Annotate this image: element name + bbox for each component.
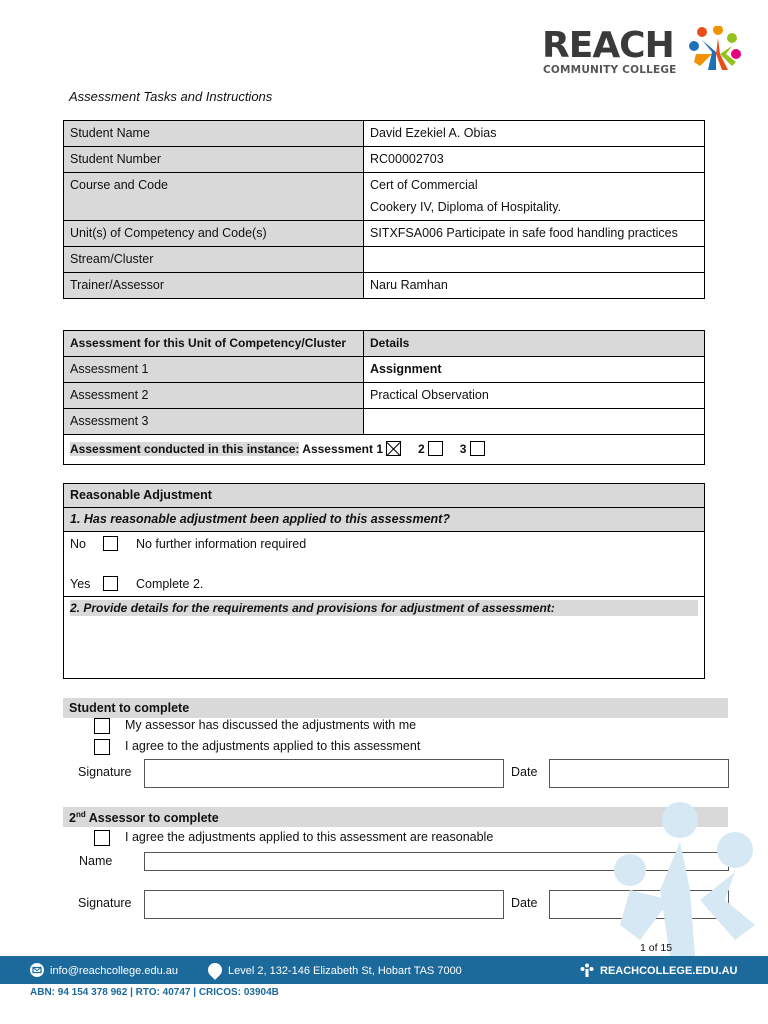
assessment-header-left: Assessment for this Unit of Competency/Cluster xyxy=(64,331,364,357)
assessment-2-label: Assessment 2 xyxy=(64,383,364,409)
assessment-2-checkbox[interactable] xyxy=(428,441,443,456)
student-check-1-label: My assessor has discussed the adjustments with me xyxy=(125,718,417,732)
assessor-check-1-label: I agree the adjustments applied to this assessment are reasonable xyxy=(125,830,494,844)
page-number: 1 of 15 xyxy=(640,942,673,954)
stream-cluster-value[interactable] xyxy=(364,247,705,273)
footer-website[interactable] xyxy=(580,963,738,977)
logo-figures-icon xyxy=(688,26,742,76)
assessor-title-pre: 2 xyxy=(69,811,76,826)
adjustment-no-label: No xyxy=(70,537,86,551)
footer-email-text: info@reachcollege.edu.au xyxy=(50,965,178,977)
assessment-1-label: Assessment 1 xyxy=(64,357,364,383)
adjustment-no-text: No further information required xyxy=(135,537,307,551)
location-pin-icon xyxy=(205,960,225,980)
assessor-signature-field[interactable] xyxy=(144,890,504,919)
assessment-2-value[interactable]: Practical Observation xyxy=(364,383,705,409)
adjustment-question-1: 1. Has reasonable adjustment been applied to this assessment? xyxy=(64,508,704,532)
watermark-logo-icon xyxy=(560,780,768,956)
stream-cluster-label: Stream/Cluster xyxy=(64,247,364,273)
adjustment-yes-row xyxy=(70,576,203,591)
assessment-instance-a1: Assessment 1 xyxy=(302,442,383,456)
adjustment-yes-label: Yes xyxy=(70,577,91,591)
table-row xyxy=(64,121,705,147)
assessor-name-label: Name xyxy=(79,854,113,868)
assessment-instance-a2: 2 xyxy=(418,442,425,456)
assessor-check-1-checkbox[interactable] xyxy=(94,830,110,846)
assessment-1-checkbox[interactable] xyxy=(386,441,401,456)
divider xyxy=(64,596,704,597)
course-line-1: Cert of Commercial xyxy=(370,178,478,192)
assessment-instance-a3: 3 xyxy=(459,442,467,456)
student-number-value[interactable]: RC00002703 xyxy=(364,147,705,173)
student-date-label: Date xyxy=(511,765,538,779)
email-icon xyxy=(30,963,44,977)
student-check-2-label: I agree to the adjustments applied to this assessment xyxy=(125,739,421,753)
student-name-label: Student Name xyxy=(64,121,364,147)
course-line-2: Cookery IV, Diploma of Hospitality. xyxy=(370,200,562,214)
assessment-instance-label: Assessment conducted in this instance: xyxy=(70,442,300,456)
logo-wordmark: REACH xyxy=(542,25,674,66)
table-row xyxy=(64,409,705,435)
adjustment-no-checkbox[interactable] xyxy=(103,536,118,551)
course-code-value[interactable] xyxy=(364,173,705,221)
table-header-row xyxy=(64,331,705,357)
trainer-assessor-value[interactable]: Naru Ramhan xyxy=(364,273,705,299)
assessment-table xyxy=(63,330,705,465)
footer-abn: ABN: 94 154 378 962 | RTO: 40747 | CRICOS: 03904B xyxy=(30,987,279,998)
student-number-label: Student Number xyxy=(64,147,364,173)
table-row xyxy=(64,435,705,465)
reach-logo xyxy=(542,26,742,80)
assessment-3-value[interactable] xyxy=(364,409,705,435)
assessment-instance-row xyxy=(64,435,705,465)
footer-address-text: Level 2, 132-146 Elizabeth St, Hobart TAS 7000 xyxy=(228,965,462,977)
footer-website-text: REACHCOLLEGE.EDU.AU xyxy=(600,965,738,977)
reasonable-adjustment-title: Reasonable Adjustment xyxy=(64,484,704,508)
adjustment-question-2: 2. Provide details for the requirements and provisions for adjustment of assessment: xyxy=(70,600,698,616)
reasonable-adjustment-box xyxy=(63,483,705,679)
footer-bar xyxy=(0,956,768,984)
student-signature-label: Signature xyxy=(78,765,132,779)
website-icon xyxy=(580,963,594,977)
assessor-signature-label: Signature xyxy=(78,896,132,910)
assessor-title-sup: nd xyxy=(75,810,86,819)
logo-subtitle: COMMUNITY COLLEGE xyxy=(543,64,677,76)
assessment-header-right: Details xyxy=(364,331,705,357)
assessment-3-label: Assessment 3 xyxy=(64,409,364,435)
table-row xyxy=(64,173,705,221)
unit-competency-value[interactable]: SITXFSA006 Participate in safe food handling practices xyxy=(364,221,705,247)
student-check-2-checkbox[interactable] xyxy=(94,739,110,755)
table-row xyxy=(64,221,705,247)
assessor-title-post: Assessor to complete xyxy=(85,811,219,826)
footer-email[interactable] xyxy=(30,963,178,977)
table-row xyxy=(64,147,705,173)
assessment-3-checkbox[interactable] xyxy=(470,441,485,456)
table-row xyxy=(64,383,705,409)
page-heading: Assessment Tasks and Instructions xyxy=(69,89,273,104)
student-signature-field[interactable] xyxy=(144,759,504,788)
trainer-assessor-label: Trainer/Assessor xyxy=(64,273,364,299)
unit-competency-label: Unit(s) of Competency and Code(s) xyxy=(64,221,364,247)
adjustment-details-field[interactable] xyxy=(70,620,698,674)
assessment-1-value[interactable]: Assignment xyxy=(364,357,705,383)
student-section-title: Student to complete xyxy=(63,698,728,718)
footer-address xyxy=(208,963,462,977)
adjustment-yes-text: Complete 2. xyxy=(135,577,204,591)
student-info-table xyxy=(63,120,705,299)
adjustment-yes-checkbox[interactable] xyxy=(103,576,118,591)
adjustment-no-row xyxy=(70,536,306,551)
course-code-label: Course and Code xyxy=(64,173,364,221)
student-name-value[interactable]: David Ezekiel A. Obias xyxy=(364,121,705,147)
assessor-date-label: Date xyxy=(511,896,538,910)
table-row xyxy=(64,273,705,299)
table-row xyxy=(64,247,705,273)
student-check-1-checkbox[interactable] xyxy=(94,718,110,734)
table-row xyxy=(64,357,705,383)
